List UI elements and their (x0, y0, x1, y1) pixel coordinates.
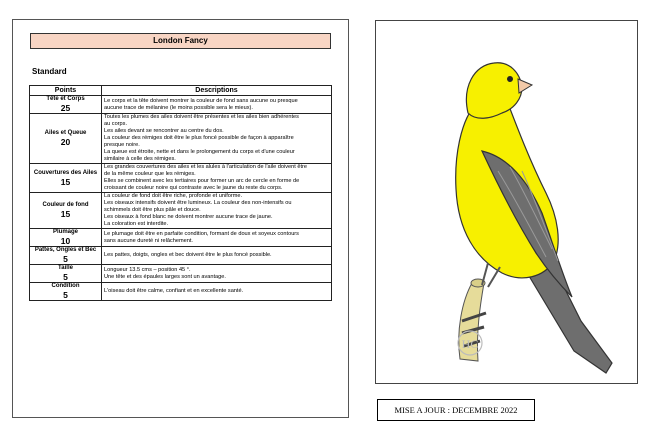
document-title: London Fancy (30, 33, 331, 49)
description-line: Les oiseaux à fond blanc ne doivent montrer aucune trace de jaune. (104, 214, 273, 220)
description-line: Elles se combinent avec les tertiaires pour former un arc de cercle en forme de (104, 178, 300, 184)
description-line: La couleur de fond doit être riche, profonde et uniforme. (104, 193, 243, 199)
points-cell (30, 114, 102, 164)
description-cell (102, 247, 332, 265)
table-row (30, 247, 332, 265)
criterion-points: 5 (63, 272, 68, 282)
points-cell (30, 283, 102, 301)
description-line: Le plumage doit être en parfaite condition, formant de doux et soyeux contours (104, 230, 299, 237)
description-cell (102, 193, 332, 229)
description-line: Longueur 13.5 cms – position 45 °. (104, 266, 191, 273)
table-row (30, 96, 332, 114)
criterion-label: Pattes, Ongles et Bec (34, 247, 97, 253)
description-line: La queue est étroite, nette et dans le prolongement du corps et d'une couleur (104, 149, 295, 155)
points-cell (30, 96, 102, 114)
canary-eye (507, 76, 513, 82)
criterion-label: Tête et Corps (46, 96, 85, 102)
criterion-points: 10 (60, 236, 71, 246)
canary-illustration (375, 20, 638, 384)
table-row (30, 193, 332, 229)
description-line: croissant de couleur noire qui contraste avec le jaune du reste du corps. (104, 185, 283, 191)
criterion-label: Plumage (52, 229, 78, 235)
description-cell (102, 114, 332, 164)
criterion-points: 5 (63, 254, 68, 264)
table-header-row (30, 86, 332, 96)
criterion-label: Condition (51, 283, 80, 289)
description-line: similaire à celle des rémiges. (104, 156, 176, 162)
points-cell (30, 229, 102, 247)
description-line: La couleur des rémiges doit être le plus foncé possible de façon à apparaître (104, 135, 294, 141)
criterion-points: 15 (60, 176, 71, 187)
description-line: Les ailes devant se rencontrer au centre du dos. (104, 128, 224, 134)
canary-beak (518, 79, 532, 93)
description-line: presque noire. (104, 142, 140, 148)
criterion-label: Ailes et Queue (44, 130, 87, 136)
header-descriptions: Descriptions (102, 86, 332, 96)
description-line: sans aucune dureté ni relâchement. (104, 237, 193, 244)
description-line: Le corps et la tête doivent montrer la couleur de fond sans aucune ou presque (104, 97, 298, 104)
description-line: schimmels doit être plus pâle et douce. (104, 207, 201, 213)
points-cell (30, 164, 102, 193)
description-line: au corps. (104, 121, 128, 127)
standard-document (12, 19, 349, 418)
criterion-points: 15 (60, 209, 71, 219)
description-cell (102, 96, 332, 114)
description-line: aucune trace de mélanine (le moins possible sera le mieux). (104, 104, 253, 111)
criterion-label: Couleur de fond (42, 202, 89, 208)
table-row (30, 114, 332, 164)
criterion-label: Couvertures des Ailes (33, 169, 98, 176)
points-cell (30, 265, 102, 283)
canary-head (466, 63, 522, 118)
points-cell (30, 193, 102, 229)
table-row (30, 164, 332, 193)
criterion-label: Taille (58, 265, 73, 271)
description-cell (102, 265, 332, 283)
points-cell (30, 247, 102, 265)
description-cell (102, 283, 332, 301)
table-row (30, 265, 332, 283)
description-line: La coloration est interdite. (104, 221, 169, 227)
description-line: Une tête et des épaules larges sont un avantage. (104, 273, 226, 280)
canary-drawing (376, 21, 639, 385)
svg-text:HC: HC (461, 337, 479, 351)
description-line: Les grandes couvertures des ailes et les alules à l'articulation de l'aile doivent être (104, 164, 308, 170)
description-line: de la même couleur que les rémiges. (104, 171, 196, 177)
description-cell (102, 164, 332, 193)
description-line: Les oiseaux intensifs doivent être lumineux. La couleur des non-intensifs ou (104, 200, 292, 206)
canary-tail (526, 267, 612, 373)
standard-table (29, 85, 332, 301)
update-date-label: MISE A JOUR : DECEMBRE 2022 (377, 399, 535, 421)
table-row (30, 229, 332, 247)
criterion-points: 5 (63, 290, 68, 300)
criterion-points: 25 (60, 103, 71, 113)
table-row (30, 283, 332, 301)
description-line: Les pattes, doigts, ongles et bec doivent être le plus foncé possible. (104, 252, 272, 258)
description-line: L'oiseau doit être calme, confiant et en excellente santé. (104, 288, 244, 294)
description-cell (102, 229, 332, 247)
header-points: Points (30, 86, 102, 96)
section-heading: Standard (32, 67, 67, 76)
description-line: Toutes les plumes des ailes doivent être présentes et les ailes bien adhérentes (104, 114, 299, 120)
criterion-points: 20 (60, 137, 71, 147)
